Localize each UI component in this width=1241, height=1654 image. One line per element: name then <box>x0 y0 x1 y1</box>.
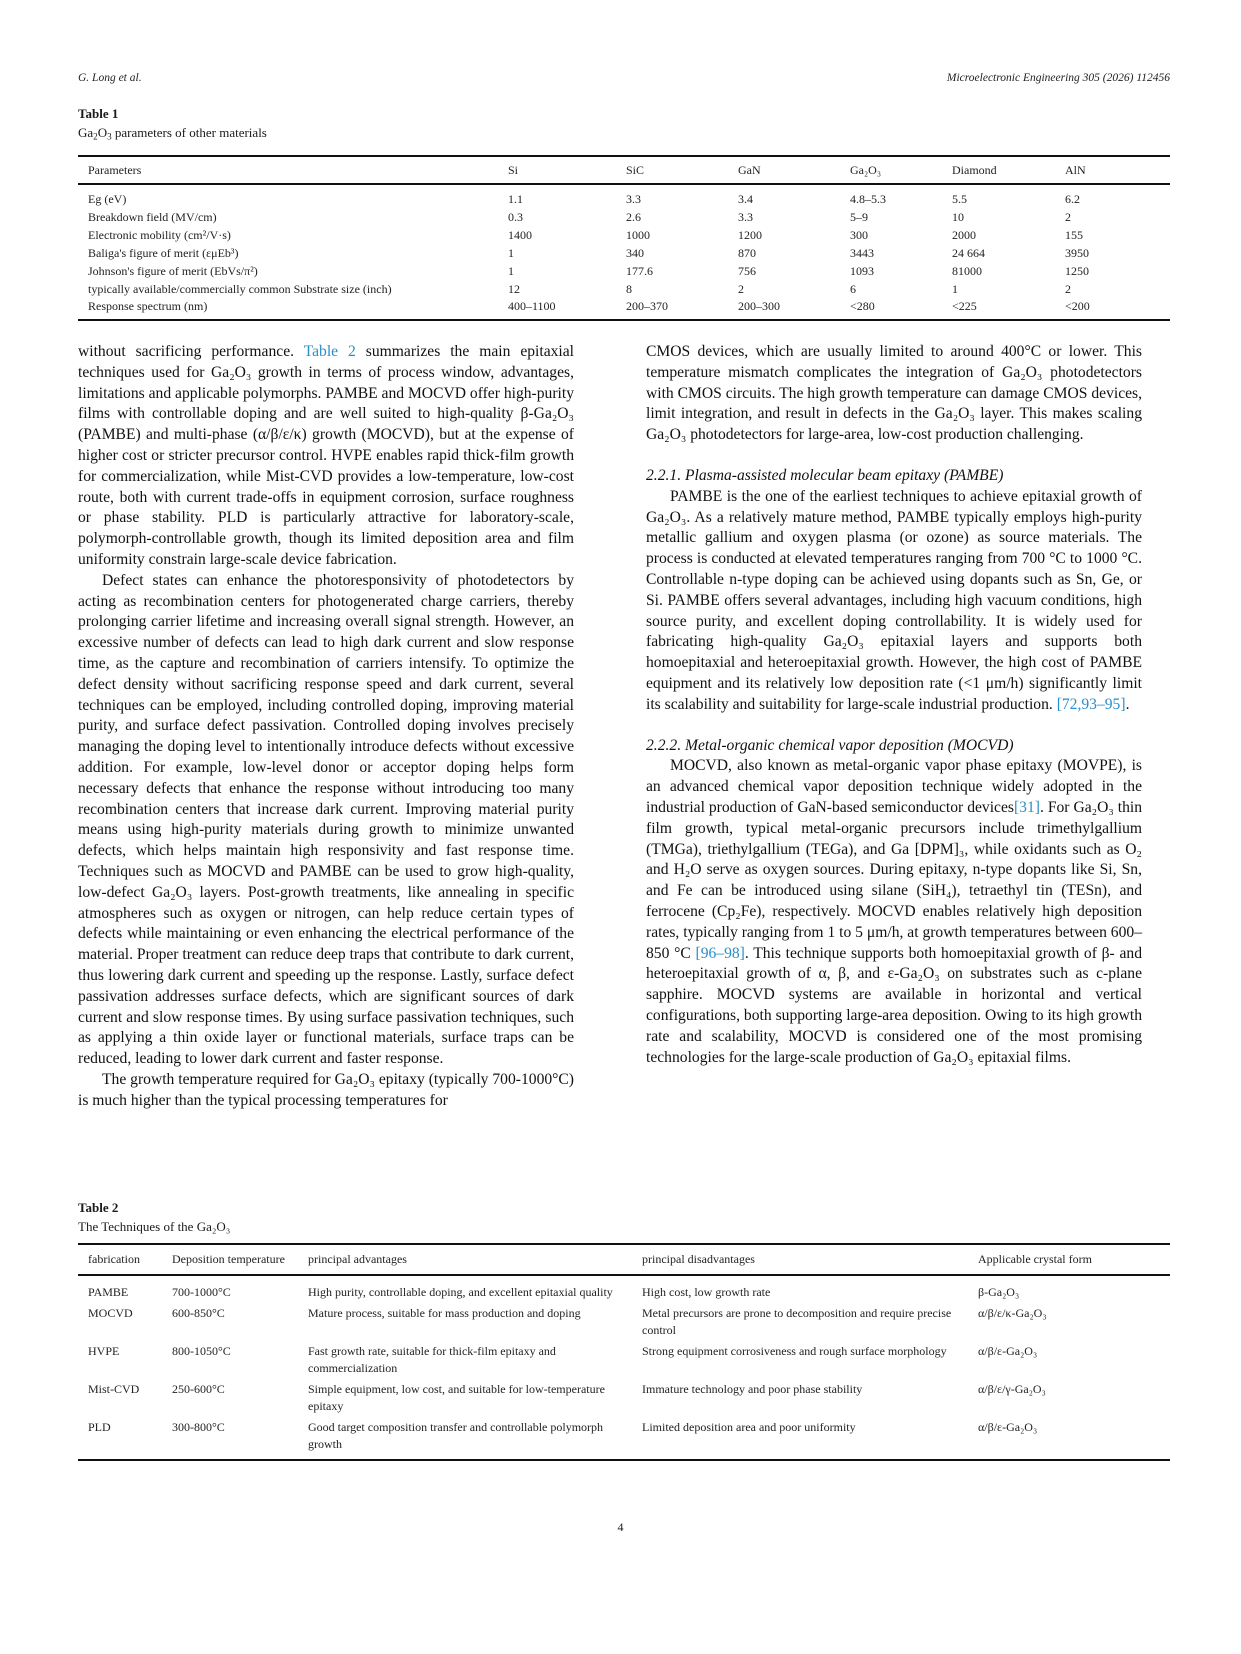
table-header-row <box>78 1244 1170 1275</box>
table-row: Breakdown field (MV/cm) 0.3 2.6 3.3 5–9 10 2 <box>88 209 1071 224</box>
table2-label: Table 2 <box>78 1200 119 1215</box>
table-row: typically available/commercially common Substrate size (inch) 12 8 2 6 1 2 <box>88 281 1071 296</box>
paragraph: PAMBE is the one of the earliest techniques to achieve epitaxial growth of Ga₂O₃. As a relatively mature method, PAMBE typically employs high-purity metallic gallium and oxygen plasma (or ozone) as source materials. The process is conducted at elevated temperatures ranging from 700 °C to 1000 °C. Controllable n-type doping can be achieved using dopants such as Sn, Ge, or Si. PAMBE offers several advantages, including high vacuum conditions, high source purity, and excellent doping controllability. It is widely used for fabricating high-quality Ga₂O₃ epitaxial layers and supports both homoepitaxial and heteroepitaxial growth. However, the high cost of PAMBE equipment and its relatively low deposition rate (<1 μm/h) significantly limit its scalability and suitability for large-scale industrial production. [72,93–95]. <box>646 487 1142 713</box>
table-row: Electronic mobility (cm²/V·s) 1400 1000 1200 300 2000 155 <box>88 227 1083 242</box>
header-crystal-form: Applicable crystal form <box>978 1252 1092 1266</box>
paragraph: without sacrificing performance. Table 2 summarizes the main epitaxial techniques used for Ga₂O₃ growth in terms of process window, advantages, limitations and applicable polymorphs. PAMBE and MOCVD offer high-purity films with controllable doping and are well suited to high-quality β-Ga₂O₃ (PAMBE) and multi-phase (α/β/ε/κ) growth (MOCVD), but at the expense of higher cost or stricter precursor control. HVPE enables rapid thick-film growth for commercialization, while Mist-CVD provides a low-temperature, low-cost route, both with current trade-offs in equipment corrosion, surface roughness or phase stability. PLD is particularly attractive for laboratory-scale, polymorph-controllable growth, though its limited deposition area and film uniformity constrain large-scale device fabrication. <box>78 343 575 568</box>
table-row: MOCVD 600-850°C Mature process, suitable for mass production and doping Metal precursors are prone to decomposition and require precise control α/β/ε/κ-Ga₂O₃ <box>88 1306 1047 1337</box>
header-diamond: Diamond <box>952 162 997 177</box>
paragraph: The growth temperature required for Ga₂O₃ epitaxy (typically 700-1000°C) is much higher than the typical processing temperatures for <box>78 1070 574 1109</box>
running-head-journal: Microelectronic Engineering 305 (2026) 112456 <box>946 72 1170 84</box>
body-column-left <box>78 342 574 1111</box>
header-ga2o3: Ga₂O₃ <box>850 162 882 177</box>
table-row: PAMBE 700-1000°C High purity, controllable doping, and excellent epitaxial quality High cost, low growth rate β-Ga₂O₃ <box>88 1285 1020 1299</box>
table1-title: $Ga_2O_3$ parameters of other materials <box>78 125 267 142</box>
table2-title: The Techniques of the Ga₂O₃ <box>78 1219 231 1234</box>
section-heading-mocvd: 2.2.2. Metal-organic chemical vapor deposition (MOCVD) <box>646 736 1014 754</box>
section-heading-pambe: 2.2.1. Plasma-assisted molecular beam epitaxy (PAMBE) <box>646 466 1004 484</box>
table-row: HVPE 800-1050°C Fast growth rate, suitable for thick-film epitaxy and commercialization Strong equipment corrosiveness and rough surface morphology α/β/ε-Ga₂O₃ <box>88 1344 1038 1375</box>
body-column-right <box>646 342 1142 1068</box>
header-sic: SiC <box>626 162 645 177</box>
header-deposition-temperature: Deposition temperature <box>172 1252 285 1266</box>
header-gan: GaN <box>738 162 761 177</box>
citation-link[interactable]: [72,93–95] <box>1056 695 1126 713</box>
table-row: Baliga's figure of merit (εμEb³) 1 340 870 3443 24 664 3950 <box>88 245 1089 260</box>
header-disadvantages: principal disadvantages <box>642 1252 755 1266</box>
table1-material-parameters <box>78 155 1170 321</box>
table-row: Eg (eV) 1.1 3.3 3.4 4.8–5.3 5.5 6.2 <box>88 192 1080 206</box>
table1-caption <box>78 104 267 142</box>
header-aln: AlN <box>1065 162 1086 177</box>
table-row: Johnson's figure of merit (EbVs/π²) 1 177.6 756 1093 81000 1250 <box>88 263 1089 278</box>
table-header-row <box>78 156 1170 184</box>
table-row: PLD 300-800°C Good target composition transfer and controllable polymorph growth Limited deposition area and poor uniformity α/β/ε-Ga₂O₃ <box>78 1417 1170 1460</box>
header-advantages: principal advantages <box>308 1252 407 1266</box>
running-head-authors: G. Long et al. <box>78 72 142 84</box>
header-parameters: Parameters <box>88 162 142 177</box>
table2-caption <box>78 1198 230 1236</box>
citation-link[interactable]: [96–98] <box>695 944 745 962</box>
running-head <box>78 72 1170 88</box>
header-si: Si <box>508 162 519 177</box>
paragraph: MOCVD, also known as metal-organic vapor phase epitaxy (MOVPE), is an advanced chemical vapor deposition technique widely adopted in the industrial production of GaN-based semiconductor devices[31]. For Ga₂O₃ thin film growth, typical metal-organic precursors include trimethylgallium (TMGa), triethylgallium (TEGa), and Ga [DPM]₃, while oxidants such as O₂ and H₂O serve as oxygen sources. During epitaxy, n-type dopants like Si, Sn, and Fe can be introduced using silane (SiH₄), tetraethyl tin (TESn), and ferrocene (Cp₂Fe), respectively. MOCVD enables relatively high deposition rates, typically ranging from 1 to 5 μm/h, at growth temperatures between 600–850 °C [96–98]. This technique supports both homoepitaxial growth of β- and heteroepitaxial growth of α, β, and ε-Ga₂O₃ on substrates such as c-plane sapphire. MOCVD systems are available in horizontal and vertical configurations, both supporting large-area deposition. Owing to its high growth rate and scalability, MOCVD is considered one of the most promising technologies for the large-scale production of Ga₂O₃ epitaxial films. <box>646 757 1142 1066</box>
table-row: Mist-CVD 250-600°C Simple equipment, low cost, and suitable for low-temperature epitaxy Immature technology and poor phase stability α/β/ε/γ-Ga₂O₃ <box>88 1382 1046 1413</box>
header-fabrication: fabrication <box>88 1252 140 1266</box>
table-row: Response spectrum (nm) 400–1100 200–370 200–300 <280 <225 <200 <box>78 298 1170 320</box>
table1-label: Table 1 <box>78 106 119 121</box>
page-number: 4 <box>617 1520 624 1534</box>
paragraph: Defect states can enhance the photoresponsivity of photodetectors by acting as recombination centers for photogenerated charge carriers, thereby prolonging carrier lifetime and increasing overall signal strength. However, an excessive number of defects can lead to high dark current and slow response time, as the capture and recombination of carriers intensify. To optimize the defect density without sacrificing response speed and dark current, several techniques can be employed, including controlled doping, improving material purity, and surface defect passivation. Controlled doping involves precisely managing the doping level to intentionally introduce defects without excessive addition. For example, low-level donor or acceptor doping helps form necessary defects that enhance the response without introducing too many recombination centers that increase dark current. Improving material purity means using high-purity materials during growth to minimize unwanted defects, which helps maintain high responsivity and fast response time. Techniques such as MOCVD and PAMBE can be used to grow high-quality, low-defect Ga₂O₃ layers. Post-growth treatments, like annealing in specific atmospheres such as oxygen or nitrogen, can help reduce certain types of defects while maintaining or even enhancing the electrical performance of the material. Proper treatment can reduce deep traps that contribute to dark current, thus lowering dark current and speeding up the response. Lastly, surface defect passivation addresses surface defects, which are significant sources of dark current and slow response times. By using surface passivation techniques, such as applying a thin oxide layer or functional materials, surface traps can be reduced, leading to lower dark current and faster response. <box>78 571 574 1068</box>
citation-link[interactable]: [31] <box>1013 798 1040 816</box>
table2-techniques <box>78 1243 1170 1461</box>
table2-link[interactable]: Table 2 <box>303 343 356 360</box>
paragraph: CMOS devices, which are usually limited to around 400°C or lower. This temperature mismatch complicates the integration of Ga₂O₃ photodetectors with CMOS circuits. The high growth temperature can damage CMOS devices, limit integration, and result in defects in the Ga₂O₃ layer. This makes scaling Ga₂O₃ photodetectors for large-area, low-cost production challenging. <box>646 343 1143 444</box>
